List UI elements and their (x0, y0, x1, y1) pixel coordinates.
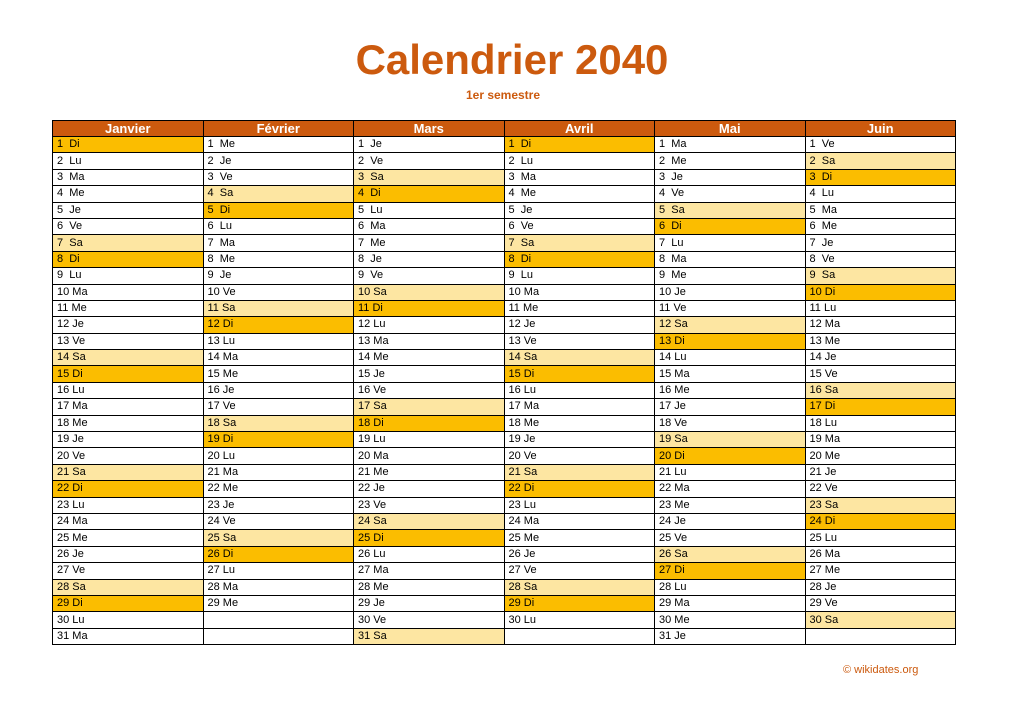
day-cell: 28 Sa (504, 579, 655, 595)
day-cell: 12 Sa (655, 317, 806, 333)
table-row (53, 202, 956, 218)
day-cell: 10 Sa (354, 284, 505, 300)
day-cell: 20 Ma (354, 448, 505, 464)
day-cell: 15 Ma (655, 366, 806, 382)
day-cell: 1 Di (53, 137, 204, 153)
day-cell: 9 Je (203, 268, 354, 284)
day-cell: 3 Je (655, 169, 806, 185)
day-cell: 2 Ve (354, 153, 505, 169)
day-cell: 11 Ve (655, 300, 806, 316)
table-row (53, 350, 956, 366)
day-cell: 2 Lu (504, 153, 655, 169)
table-row (53, 317, 956, 333)
day-cell: 30 Sa (805, 612, 956, 628)
day-cell: 7 Lu (655, 235, 806, 251)
day-cell: 20 Me (805, 448, 956, 464)
day-cell: 18 Lu (805, 415, 956, 431)
table-row (53, 481, 956, 497)
day-cell: 21 Sa (504, 464, 655, 480)
day-cell: 6 Lu (203, 218, 354, 234)
day-cell: 22 Di (53, 481, 204, 497)
day-cell: 26 Je (53, 546, 204, 562)
day-cell: 23 Lu (504, 497, 655, 513)
day-cell: 24 Je (655, 513, 806, 529)
day-cell: 29 Me (203, 595, 354, 611)
day-cell: 10 Ma (53, 284, 204, 300)
day-cell: 29 Ve (805, 595, 956, 611)
day-cell: 10 Ve (203, 284, 354, 300)
day-cell: 23 Lu (53, 497, 204, 513)
day-cell: 3 Sa (354, 169, 505, 185)
day-cell: 27 Ma (354, 563, 505, 579)
day-cell: 27 Lu (203, 563, 354, 579)
day-cell: 8 Di (504, 251, 655, 267)
day-cell: 12 Je (504, 317, 655, 333)
day-cell: 25 Ve (655, 530, 806, 546)
empty-cell (805, 628, 956, 644)
day-cell: 29 Ma (655, 595, 806, 611)
day-cell: 24 Ve (203, 513, 354, 529)
day-cell: 26 Je (504, 546, 655, 562)
table-row (53, 595, 956, 611)
table-row (53, 530, 956, 546)
day-cell: 19 Lu (354, 432, 505, 448)
day-cell: 30 Me (655, 612, 806, 628)
day-cell: 15 Di (53, 366, 204, 382)
day-cell: 25 Lu (805, 530, 956, 546)
day-cell: 17 Di (805, 399, 956, 415)
empty-cell (203, 612, 354, 628)
table-row (53, 251, 956, 267)
day-cell: 4 Me (504, 186, 655, 202)
day-cell: 19 Sa (655, 432, 806, 448)
table-row (53, 497, 956, 513)
day-cell: 7 Ma (203, 235, 354, 251)
day-cell: 24 Ma (504, 513, 655, 529)
day-cell: 16 Me (655, 382, 806, 398)
day-cell: 18 Me (53, 415, 204, 431)
table-row (53, 300, 956, 316)
day-cell: 6 Me (805, 218, 956, 234)
day-cell: 18 Sa (203, 415, 354, 431)
empty-cell (203, 628, 354, 644)
day-cell: 24 Di (805, 513, 956, 529)
day-cell: 27 Ve (53, 563, 204, 579)
day-cell: 14 Sa (53, 350, 204, 366)
day-cell: 16 Je (203, 382, 354, 398)
day-cell: 19 Di (203, 432, 354, 448)
day-cell: 6 Ma (354, 218, 505, 234)
table-row (53, 382, 956, 398)
day-cell: 24 Sa (354, 513, 505, 529)
day-cell: 3 Ma (504, 169, 655, 185)
day-cell: 16 Ve (354, 382, 505, 398)
day-cell: 15 Me (203, 366, 354, 382)
day-cell: 13 Ma (354, 333, 505, 349)
table-row (53, 546, 956, 562)
day-cell: 11 Lu (805, 300, 956, 316)
month-header: Avril (504, 121, 655, 137)
day-cell: 25 Di (354, 530, 505, 546)
day-cell: 11 Me (504, 300, 655, 316)
day-cell: 25 Me (504, 530, 655, 546)
day-cell: 4 Ve (655, 186, 806, 202)
day-cell: 26 Lu (354, 546, 505, 562)
day-cell: 31 Sa (354, 628, 505, 644)
day-cell: 12 Ma (805, 317, 956, 333)
day-cell: 13 Ve (53, 333, 204, 349)
day-cell: 21 Ma (203, 464, 354, 480)
day-cell: 8 Ve (805, 251, 956, 267)
day-cell: 9 Sa (805, 268, 956, 284)
day-cell: 25 Sa (203, 530, 354, 546)
day-cell: 2 Sa (805, 153, 956, 169)
table-row (53, 628, 956, 644)
table-row (53, 464, 956, 480)
day-cell: 3 Ve (203, 169, 354, 185)
day-cell: 21 Lu (655, 464, 806, 480)
day-cell: 30 Lu (504, 612, 655, 628)
day-cell: 14 Me (354, 350, 505, 366)
table-row (53, 612, 956, 628)
day-cell: 1 Ma (655, 137, 806, 153)
day-cell: 7 Me (354, 235, 505, 251)
day-cell: 28 Sa (53, 579, 204, 595)
day-cell: 21 Me (354, 464, 505, 480)
day-cell: 12 Lu (354, 317, 505, 333)
day-cell: 11 Di (354, 300, 505, 316)
calendar-table (52, 120, 956, 645)
day-cell: 5 Lu (354, 202, 505, 218)
day-cell: 15 Ve (805, 366, 956, 382)
day-cell: 11 Me (53, 300, 204, 316)
table-row (53, 137, 956, 153)
day-cell: 21 Sa (53, 464, 204, 480)
day-cell: 25 Me (53, 530, 204, 546)
day-cell: 13 Di (655, 333, 806, 349)
day-cell: 4 Lu (805, 186, 956, 202)
day-cell: 24 Ma (53, 513, 204, 529)
table-row (53, 399, 956, 415)
table-row (53, 415, 956, 431)
day-cell: 15 Je (354, 366, 505, 382)
day-cell: 2 Je (203, 153, 354, 169)
empty-cell (504, 628, 655, 644)
day-cell: 5 Je (504, 202, 655, 218)
day-cell: 23 Me (655, 497, 806, 513)
day-cell: 8 Je (354, 251, 505, 267)
day-cell: 27 Ve (504, 563, 655, 579)
day-cell: 28 Me (354, 579, 505, 595)
day-cell: 3 Ma (53, 169, 204, 185)
day-cell: 13 Me (805, 333, 956, 349)
day-cell: 15 Di (504, 366, 655, 382)
day-cell: 30 Ve (354, 612, 505, 628)
day-cell: 22 Ma (655, 481, 806, 497)
day-cell: 10 Di (805, 284, 956, 300)
month-header-row (53, 121, 956, 137)
copyright-footer: © wikidates.org (843, 664, 919, 676)
day-cell: 18 Di (354, 415, 505, 431)
day-cell: 23 Je (203, 497, 354, 513)
day-cell: 9 Lu (504, 268, 655, 284)
day-cell: 9 Me (655, 268, 806, 284)
month-header: Mars (354, 121, 505, 137)
day-cell: 16 Lu (53, 382, 204, 398)
table-row (53, 218, 956, 234)
day-cell: 4 Sa (203, 186, 354, 202)
day-cell: 28 Lu (655, 579, 806, 595)
day-cell: 28 Je (805, 579, 956, 595)
day-cell: 6 Ve (53, 218, 204, 234)
day-cell: 26 Di (203, 546, 354, 562)
day-cell: 6 Di (655, 218, 806, 234)
table-row (53, 563, 956, 579)
day-cell: 30 Lu (53, 612, 204, 628)
day-cell: 5 Ma (805, 202, 956, 218)
table-row (53, 333, 956, 349)
day-cell: 23 Sa (805, 497, 956, 513)
day-cell: 2 Me (655, 153, 806, 169)
month-header: Juin (805, 121, 956, 137)
calendar-subtitle: 1er semestre (465, 88, 541, 102)
day-cell: 18 Ve (655, 415, 806, 431)
month-header: Janvier (53, 121, 204, 137)
day-cell: 3 Di (805, 169, 956, 185)
day-cell: 29 Je (354, 595, 505, 611)
day-cell: 16 Lu (504, 382, 655, 398)
day-cell: 28 Ma (203, 579, 354, 595)
day-cell: 26 Sa (655, 546, 806, 562)
table-row (53, 284, 956, 300)
day-cell: 17 Ve (203, 399, 354, 415)
day-cell: 13 Ve (504, 333, 655, 349)
day-cell: 21 Je (805, 464, 956, 480)
day-cell: 19 Je (53, 432, 204, 448)
month-header: Février (203, 121, 354, 137)
day-cell: 27 Di (655, 563, 806, 579)
day-cell: 17 Ma (504, 399, 655, 415)
day-cell: 9 Lu (53, 268, 204, 284)
month-header: Mai (655, 121, 806, 137)
day-cell: 29 Di (504, 595, 655, 611)
day-cell: 22 Me (203, 481, 354, 497)
day-cell: 12 Je (53, 317, 204, 333)
day-cell: 5 Di (203, 202, 354, 218)
day-cell: 17 Je (655, 399, 806, 415)
day-cell: 4 Me (53, 186, 204, 202)
calendar-title: Calendrier 2040 (355, 36, 669, 83)
table-row (53, 448, 956, 464)
day-cell: 22 Ve (805, 481, 956, 497)
day-cell: 14 Je (805, 350, 956, 366)
table-row (53, 153, 956, 169)
day-cell: 29 Di (53, 595, 204, 611)
day-cell: 22 Di (504, 481, 655, 497)
day-cell: 19 Je (504, 432, 655, 448)
day-cell: 17 Ma (53, 399, 204, 415)
day-cell: 13 Lu (203, 333, 354, 349)
day-cell: 10 Ma (504, 284, 655, 300)
day-cell: 14 Ma (203, 350, 354, 366)
day-cell: 7 Sa (53, 235, 204, 251)
day-cell: 20 Ve (53, 448, 204, 464)
day-cell: 20 Di (655, 448, 806, 464)
day-cell: 31 Je (655, 628, 806, 644)
day-cell: 8 Ma (655, 251, 806, 267)
day-cell: 4 Di (354, 186, 505, 202)
day-cell: 17 Sa (354, 399, 505, 415)
table-row (53, 513, 956, 529)
table-row (53, 579, 956, 595)
day-cell: 1 Ve (805, 137, 956, 153)
day-cell: 5 Sa (655, 202, 806, 218)
day-cell: 2 Lu (53, 153, 204, 169)
day-cell: 8 Di (53, 251, 204, 267)
day-cell: 18 Me (504, 415, 655, 431)
day-cell: 14 Lu (655, 350, 806, 366)
day-cell: 31 Ma (53, 628, 204, 644)
day-cell: 1 Di (504, 137, 655, 153)
day-cell: 11 Sa (203, 300, 354, 316)
table-row (53, 235, 956, 251)
table-row (53, 268, 956, 284)
day-cell: 10 Je (655, 284, 806, 300)
table-row (53, 169, 956, 185)
day-cell: 1 Me (203, 137, 354, 153)
day-cell: 16 Sa (805, 382, 956, 398)
day-cell: 27 Me (805, 563, 956, 579)
day-cell: 7 Je (805, 235, 956, 251)
day-cell: 22 Je (354, 481, 505, 497)
table-row (53, 432, 956, 448)
day-cell: 5 Je (53, 202, 204, 218)
table-row (53, 366, 956, 382)
day-cell: 26 Ma (805, 546, 956, 562)
day-cell: 20 Ve (504, 448, 655, 464)
day-cell: 7 Sa (504, 235, 655, 251)
day-cell: 8 Me (203, 251, 354, 267)
day-cell: 6 Ve (504, 218, 655, 234)
day-cell: 23 Ve (354, 497, 505, 513)
day-cell: 14 Sa (504, 350, 655, 366)
day-cell: 9 Ve (354, 268, 505, 284)
day-cell: 12 Di (203, 317, 354, 333)
day-cell: 19 Ma (805, 432, 956, 448)
table-row (53, 186, 956, 202)
day-cell: 1 Je (354, 137, 505, 153)
day-cell: 20 Lu (203, 448, 354, 464)
